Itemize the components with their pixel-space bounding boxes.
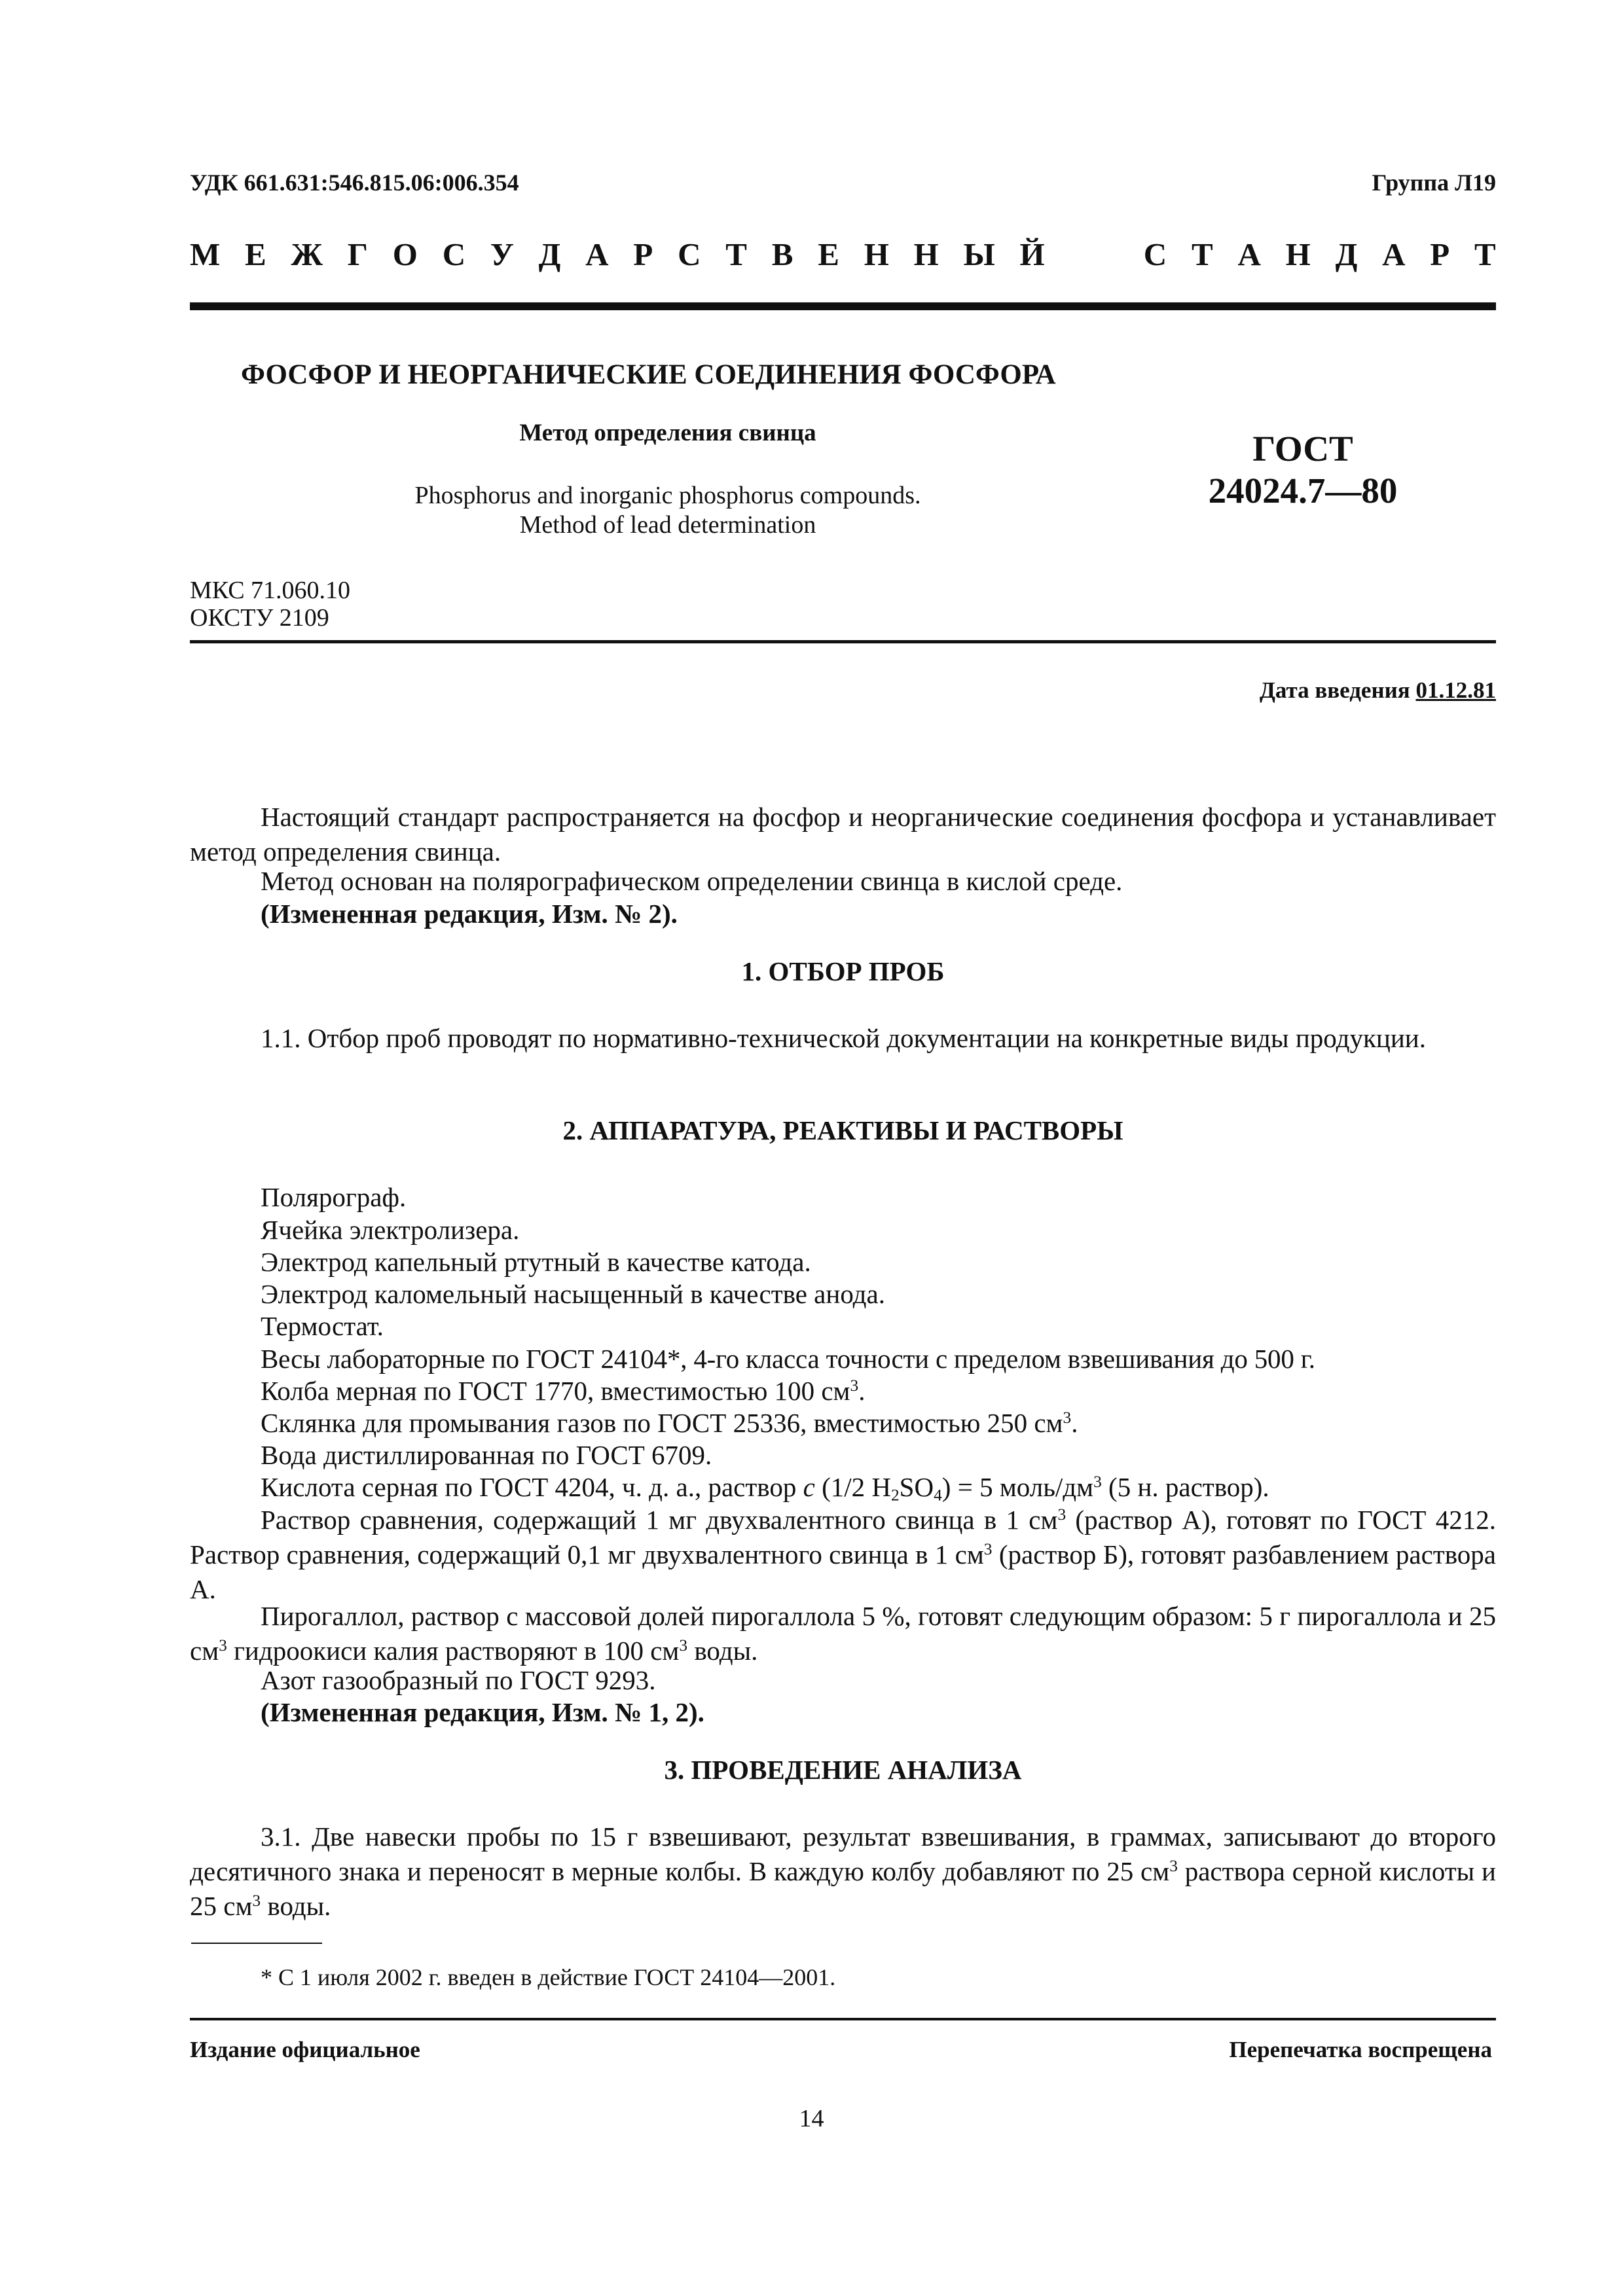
header-rule	[190, 302, 1496, 310]
equipment-item: Полярограф.	[261, 1182, 407, 1212]
title-block-rule	[190, 640, 1496, 643]
date-value: 01.12.81	[1415, 677, 1496, 703]
equipment-item: Вода дистиллированная по ГОСТ 6709.	[261, 1440, 712, 1470]
english-title-line-1: Phosphorus and inorganic phosphorus compounds.	[414, 482, 921, 509]
intro-paragraph: Настоящий стандарт распространяется на фосфор и неорганические соединения фосфора и устанавливает метод определения свинца.	[190, 802, 1496, 867]
footnote: * С 1 июля 2002 г. введен в действие ГОСТ 24104—2001.	[261, 1964, 836, 1990]
gost-number: 24024.7—80	[1208, 471, 1398, 511]
pyrogallol-paragraph: Пирогаллол, раствор с массовой долей пирогаллола 5 %, готовят следующим образом: 5 г пирогаллола и 25 $см^3$ гидроокиси калия растворяют в 100 $см^3$ воды.	[190, 1601, 1496, 1666]
gost-label: ГОСТ	[1252, 429, 1353, 469]
document-title: ФОСФОР И НЕОРГАНИЧЕСКИЕ СОЕДИНЕНИЯ ФОСФОРА	[241, 359, 1056, 390]
equipment-item: Колба мерная по ГОСТ 1770, вместимостью 100 $см^3$.	[261, 1376, 866, 1406]
footer-rule	[190, 2018, 1496, 2020]
intro-method-paragraph: Метод основан на полярографическом определении свинца в кислой среде.	[261, 866, 1123, 896]
edition-label: Издание официальное	[190, 2037, 420, 2062]
section-3-paragraph: 3.1. Две навески пробы по 15 г взвешивают, результат взвешивания, в граммах, записывают до второго десятичного знака и переносят в мерные колбы. В каждую колбу добавляют по 25 $см^3$ раствора серной кислоты и 25 $см^3$ воды.	[190, 1821, 1496, 1921]
equipment-item: Весы лабораторные по ГОСТ 24104*, 4-го класса точности с пределом взвешивания до 500 г.	[261, 1344, 1315, 1374]
reference-solution-paragraph: Раствор сравнения, содержащий 1 мг двухвалентного свинца в 1 $см^3$ (раствор А), готовят по ГОСТ 4212. Раствор сравнения, содержащий 0,1 мг двухвалентного свинца в 1 $см^3$ (раствор Б), готовят разбавлением раствора А.	[190, 1505, 1496, 1604]
document-subtitle: Метод определения свинца	[519, 420, 816, 446]
intro-amendment: (Измененная редакция, Изм. № 2).	[261, 899, 678, 929]
footnote-separator	[191, 1943, 322, 1944]
equipment-item: Азот газообразный по ГОСТ 9293.	[261, 1665, 656, 1695]
equipment-item: Термостат.	[261, 1311, 384, 1341]
equipment-item: Ячейка электролизера.	[261, 1215, 520, 1245]
sulfuric-acid-item: Кислота серная по ГОСТ 4204, ч. д. а., раствор c (1/2 $H_2SO_4) = 5$ моль/$дм^3$ (5 н. раствор).	[261, 1472, 1269, 1505]
section-3-heading: 3. ПРОВЕДЕНИЕ АНАЛИЗА	[664, 1755, 1022, 1785]
udk-code: УДК 661.631:546.815.06:006.354	[190, 170, 519, 196]
group-code: Группа Л19	[1372, 170, 1496, 196]
reprint-notice: Перепечатка воспрещена	[1229, 2037, 1492, 2062]
equipment-item: Электрод каломельный насыщенный в качестве анода.	[261, 1279, 885, 1309]
section-1-paragraph: 1.1. Отбор проб проводят по нормативно-технической документации на конкретные виды продукции.	[261, 1023, 1426, 1053]
date-label: Дата введения	[1259, 677, 1410, 703]
equipment-item: Склянка для промывания газов по ГОСТ 25336, вместимостью 250 $см^3$.	[261, 1408, 1078, 1438]
page-number: 14	[799, 2105, 824, 2132]
introduction-date	[1260, 677, 1496, 704]
okstu-code: ОКСТУ 2109	[190, 604, 329, 632]
equipment-item: Электрод капельный ртутный в качестве катода.	[261, 1247, 811, 1277]
section-2-amendment: (Измененная редакция, Изм. № 1, 2).	[261, 1697, 704, 1727]
section-1-heading: 1. ОТБОР ПРОБ	[741, 956, 945, 986]
section-2-heading: 2. АППАРАТУРА, РЕАКТИВЫ И РАСТВОРЫ	[562, 1115, 1123, 1145]
english-title-line-2: Method of lead determination	[519, 511, 816, 539]
mks-code: МКС 71.060.10	[190, 577, 351, 604]
standard-type-heading: М Е Ж Г О С У Д А Р С Т В Е Н Н Ы Й С Т А Н Д А Р Т	[190, 236, 1496, 272]
